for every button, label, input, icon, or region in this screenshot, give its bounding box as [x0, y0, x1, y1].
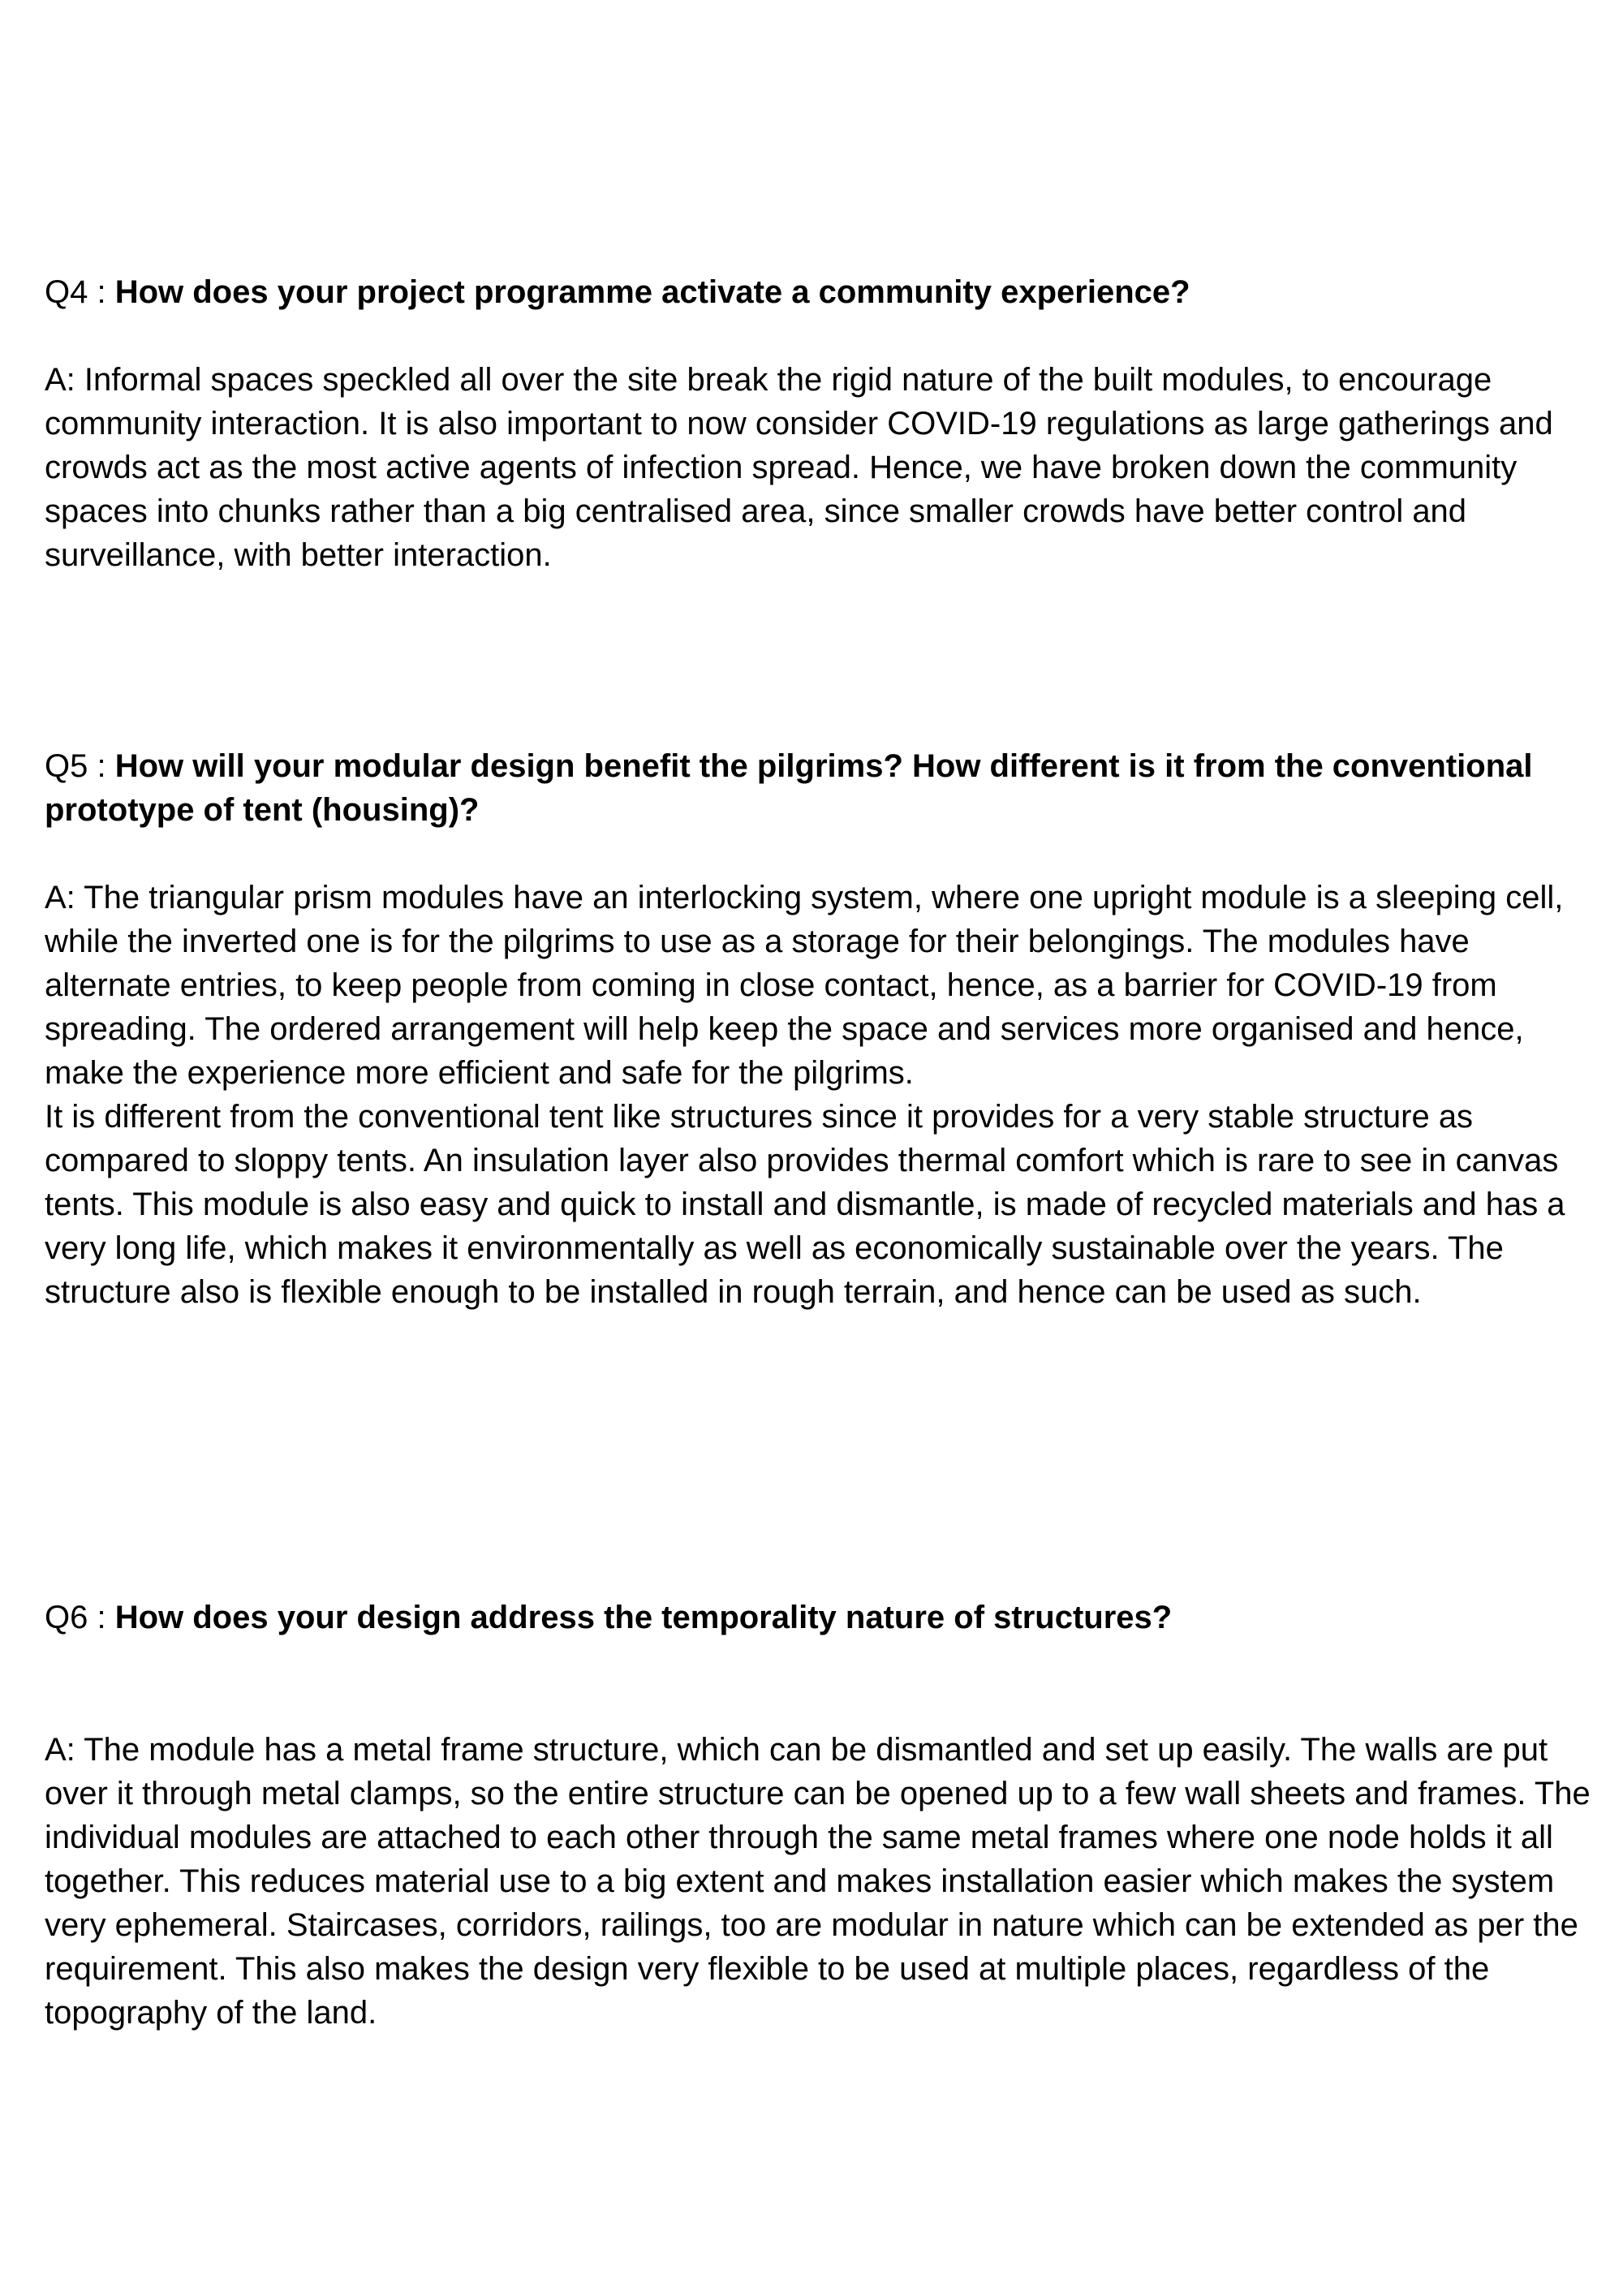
question-text: How will your modular design benefit the pilgrims? How different is it from the conventional prototype of tent (housing)? [45, 748, 1533, 828]
question-text: How does your design address the temporality nature of structures? [114, 1600, 1173, 1635]
question-text: How does your project programme activate a community experience? [114, 274, 1190, 310]
answer-q5 [45, 876, 1603, 1314]
question-q6 [45, 1596, 1603, 1639]
answer-paragraph: A: Informal spaces speckled all over the site break the rigid nature of the built modules, to encourage community interaction. It is also important to now consider COVID-19 regulations as large gatherings and crowds act as the most active agents of infection spread. Hence, we have broken down the community spaces into chunks rather than a big centralised area, since smaller crowds have better control and surveillance, with better interaction. [45, 362, 1553, 573]
question-number: Q6 : [45, 1600, 115, 1635]
question-number: Q5 : [45, 748, 115, 784]
answer-paragraph: A: The module has a metal frame structure, which can be dismantled and set up easily. The walls are put over it through metal clamps, so the entire structure can be opened up to a few wall sheets and frames. The individual modules are attached to each other through the same metal frames where one node holds it all together. This reduces material use to a big extent and makes installation easier which makes the system very ephemeral. Staircases, corridors, railings, too are modular in nature which can be extended as per the requirement. This also makes the design very flexible to be used at multiple places, regardless of the topography of the land. [45, 1732, 1591, 2031]
answer-q4 [45, 358, 1603, 577]
answer-paragraph: A: The triangular prism modules have an interlocking system, where one upright module is a sleeping cell, while the inverted one is for the pilgrims to use as a storage for their belongings. The modules have alternate entries, to keep people from coming in close contact, hence, as a barrier for COVID-19 from spreading. The ordered arrangement will help keep the space and services more organised and hence, make the experience more efficient and safe for the pilgrims. [45, 880, 1564, 1091]
answer-paragraph: It is different from the conventional tent like structures since it provides for a very stable structure as compared to sloppy tents. An insulation layer also provides thermal comfort which is rare to see in canvas tents. This module is also easy and quick to install and dismantle, is made of recycled materials and has a very long life, which makes it environmentally as well as economically sustainable over the years. The structure also is flexible enough to be installed in rough terrain, and hence can be used as such. [45, 1099, 1565, 1310]
question-q5 [45, 744, 1603, 832]
answer-q6 [45, 1728, 1603, 2035]
question-number: Q4 : [45, 274, 115, 310]
question-q4 [45, 270, 1603, 314]
